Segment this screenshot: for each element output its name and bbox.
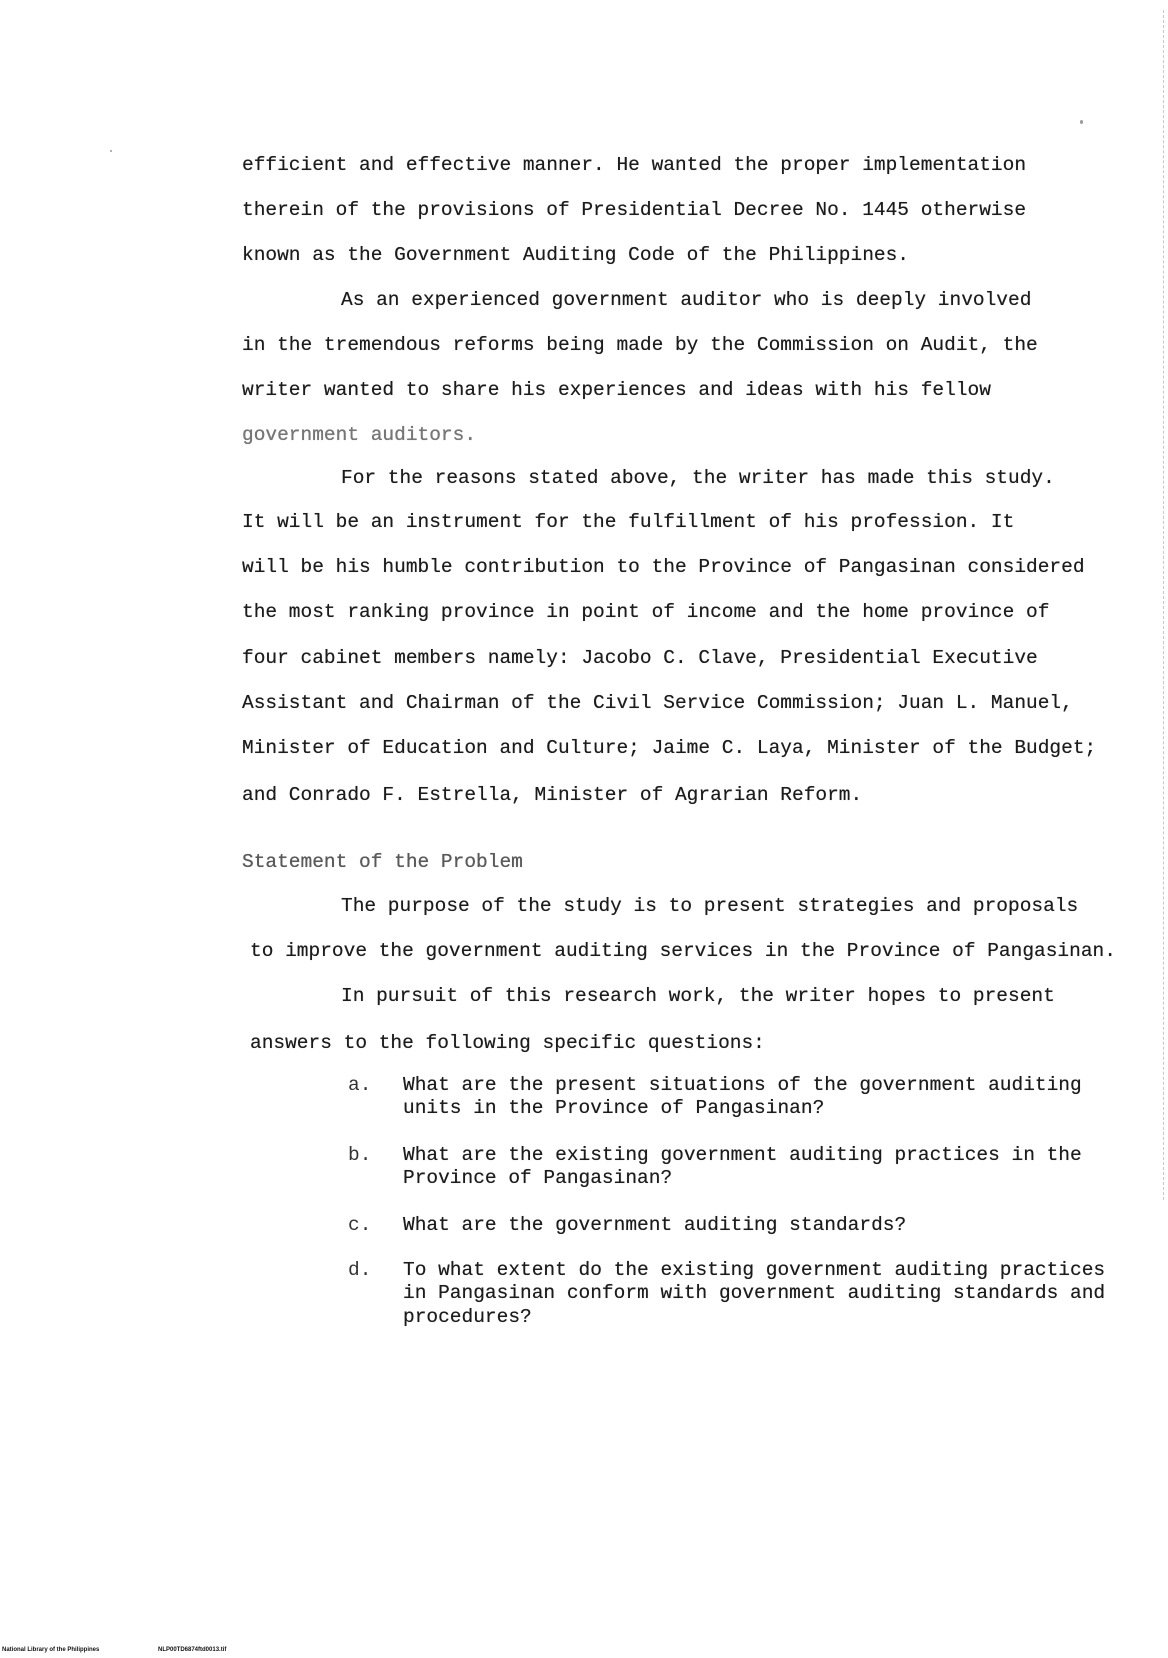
text-line: Province of Pangasinan? bbox=[403, 1167, 673, 1189]
text-line: Minister of Education and Culture; Jaime C. Laya, Minister of the Budget; bbox=[242, 737, 1097, 759]
question-letter: d. bbox=[348, 1259, 372, 1281]
text-line: The purpose of the study is to present strategies and proposals bbox=[341, 895, 1079, 917]
text-line: efficient and effective manner. He wanted the proper implementation bbox=[242, 154, 1027, 176]
text-line: procedures? bbox=[403, 1306, 532, 1328]
section-heading: Statement of the Problem bbox=[242, 851, 523, 873]
question-letter: b. bbox=[348, 1144, 372, 1166]
text-line: answers to the following specific questions: bbox=[250, 1032, 765, 1054]
text-line: What are the present situations of the government auditing bbox=[403, 1074, 1082, 1096]
text-line: will be his humble contribution to the Province of Pangasinan considered bbox=[242, 556, 1085, 578]
text-line: the most ranking province in point of income and the home province of bbox=[242, 601, 1050, 623]
text-line: writer wanted to share his experiences and ideas with his fellow bbox=[242, 379, 991, 401]
text-line: units in the Province of Pangasinan? bbox=[403, 1097, 825, 1119]
footer-library: National Library of the Philippines bbox=[2, 1647, 100, 1653]
question-letter: a. bbox=[348, 1074, 372, 1096]
text-line: in Pangasinan conform with government auditing standards and bbox=[403, 1282, 1106, 1304]
text-line: therein of the provisions of Presidential Decree No. 1445 otherwise bbox=[242, 199, 1027, 221]
text-line: For the reasons stated above, the writer has made this study. bbox=[341, 467, 1055, 489]
text-line: As an experienced government auditor who is deeply involved bbox=[341, 289, 1032, 311]
text-line: What are the government auditing standards? bbox=[403, 1214, 907, 1236]
text-line: known as the Government Auditing Code of the Philippines. bbox=[242, 244, 910, 266]
text-line: in the tremendous reforms being made by the Commission on Audit, the bbox=[242, 334, 1038, 356]
text-line: Assistant and Chairman of the Civil Service Commission; Juan L. Manuel, bbox=[242, 692, 1073, 714]
scan-speck bbox=[1080, 120, 1083, 124]
text-line: In pursuit of this research work, the writer hopes to present bbox=[341, 985, 1055, 1007]
text-line: and Conrado F. Estrella, Minister of Agrarian Reform. bbox=[242, 784, 863, 806]
text-line: four cabinet members namely: Jacobo C. Clave, Presidential Executive bbox=[242, 647, 1038, 669]
text-line: To what extent do the existing government auditing practices bbox=[403, 1259, 1106, 1281]
text-line: to improve the government auditing services in the Province of Pangasinan. bbox=[250, 940, 1116, 962]
question-letter: c. bbox=[348, 1214, 372, 1236]
footer-filename: NLP00TD6874ftd0013.tif bbox=[158, 1647, 227, 1653]
scan-speck bbox=[110, 150, 112, 152]
text-line: government auditors. bbox=[242, 424, 477, 446]
text-line: It will be an instrument for the fulfillment of his profession. It bbox=[242, 511, 1015, 533]
scan-edge-artifact bbox=[1163, 10, 1164, 1200]
text-line: What are the existing government auditing practices in the bbox=[403, 1144, 1082, 1166]
